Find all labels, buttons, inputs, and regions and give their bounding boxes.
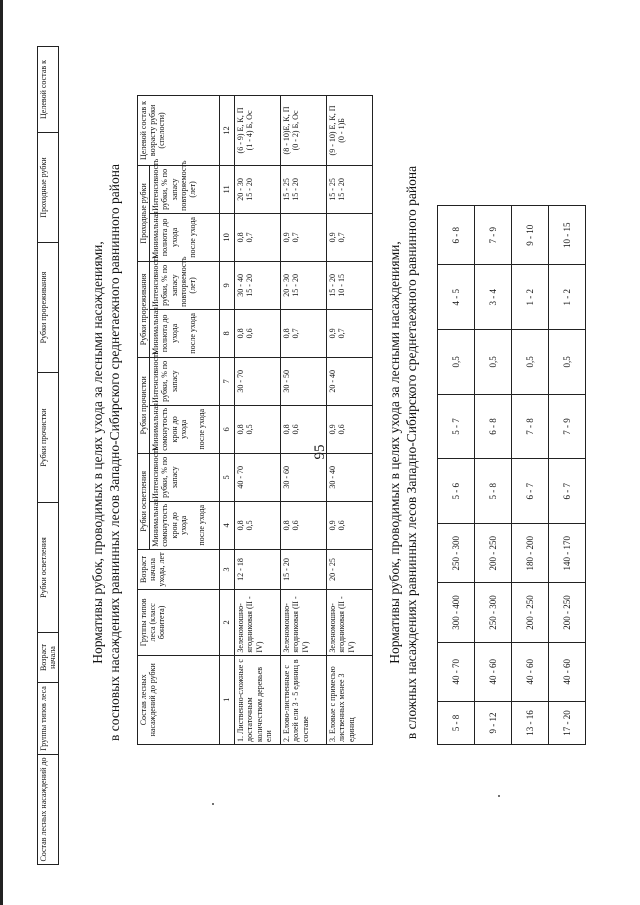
table-cell-c7: 20 - 40: [327, 357, 373, 405]
table-cell-c4: 0,8 0,6: [281, 501, 327, 549]
table-cell-c6: 0,9 0,6: [327, 405, 373, 453]
hdr-intensity-2: Интенсивность рубки, % по запасу: [150, 357, 220, 405]
hdr-target: Целевой состав к возрасту рубки (спелости): [138, 96, 220, 166]
table-cell-c8: 0,8 0,7: [281, 309, 327, 357]
hdr-composition: Состав лесных насаждений до рубки: [138, 655, 220, 744]
column-number: 9: [220, 261, 235, 309]
hdr-min-compl-1: [150, 309, 220, 357]
top-table-cell: 6 - 8: [475, 394, 512, 459]
hdr-groups: Группы типов леса (класс бонитета): [138, 590, 220, 655]
bottom-header-cell: Группы типов леса: [38, 683, 59, 755]
column-number-row: [220, 96, 235, 745]
table-cell-c9: 15 - 20 10 - 15: [327, 261, 373, 309]
bottom-header-cell: Рубки прореживания: [38, 243, 59, 373]
hdr-after-4: после ухода: [187, 217, 197, 258]
table-cell-c6: 0,8 0,6: [281, 405, 327, 453]
top-table-cell: 180 - 200: [512, 524, 549, 583]
top-table-cell: 200 - 250: [512, 583, 549, 642]
table-cell-composition: 3. Еловые с примесью лиственных менее 3 единиц: [327, 655, 373, 744]
table-cell-composition: 1. Лиственно-сложные с достаточным количеством деревьев ели: [235, 655, 281, 744]
column-number: 3: [220, 549, 235, 589]
table-cell-c9: 30 - 40 15 - 20: [235, 261, 281, 309]
table-cell-c11: 15 - 25 15 - 20: [327, 165, 373, 213]
hdr-min-closure-2-text: Минимальная сомкнутость крон до ухода: [151, 403, 188, 451]
table-cell-age: 20 - 25: [327, 549, 373, 589]
top-table-cell: 0,5: [438, 330, 475, 395]
top-table-cell: 5 - 7: [438, 394, 475, 459]
table-cell-c10: 0,9 0,7: [327, 213, 373, 261]
top-table-cell: 7 - 8: [512, 394, 549, 459]
section2-title-line2: в сосновых насаждениях равнинных лесов Западно-Сибирского среднетаежного равнинного района: [106, 164, 122, 741]
top-table-cell: 5 - 8: [438, 701, 475, 744]
section1-title-line1: Нормативы рубок, проводимых в целях ухода за лесными насаждениями,: [387, 241, 402, 664]
top-table-cell: 6 - 7: [549, 459, 586, 524]
top-table-cell: 200 - 250: [549, 583, 586, 642]
main-header-row-1: [138, 96, 150, 745]
bottom-table: [37, 46, 59, 865]
top-table-cell: 250 - 300: [475, 583, 512, 642]
table-cell-c8: 0,9 0,7: [327, 309, 373, 357]
table-cell-group: Зеленомошно-ягодниковая (II - IV): [235, 590, 281, 655]
table-cell-c5: 30 - 60: [281, 453, 327, 501]
hdr-thinning2: Рубки прореживания: [138, 261, 150, 357]
table-cell-c12: (8 - 10)Е, К, П (0 - 2) Б, Ос: [281, 96, 327, 166]
column-number: 5: [220, 453, 235, 501]
top-table-cell: 13 - 16: [512, 701, 549, 744]
table-cell-group: Зеленомошно-ягодниковая (II - IV): [281, 590, 327, 655]
top-table-cell: 5 - 8: [475, 459, 512, 524]
section2-title: [90, 0, 124, 905]
column-number: 1: [220, 655, 235, 744]
hdr-min-compl-2: [150, 213, 220, 261]
top-table-cell: 7 - 9: [475, 206, 512, 265]
table-cell-c5: 30 - 40: [327, 453, 373, 501]
table-cell-c10: 0,9 0,7: [281, 213, 327, 261]
hdr-passing: Проходные рубки: [138, 165, 150, 261]
table-cell-c12: (6 - 9) Е, К, П (1 - 4) Б, Ос: [235, 96, 281, 166]
top-table-cell: 0,5: [549, 330, 586, 395]
table-cell-c4: 0,8 0,5: [235, 501, 281, 549]
top-table-row: [438, 206, 475, 745]
bottom-header-cell: Рубки прочистки: [38, 373, 59, 503]
top-table-cell: 200 - 250: [475, 524, 512, 583]
bottom-header-row: [38, 47, 59, 865]
column-number: 8: [220, 309, 235, 357]
hdr-min-closure-2: [150, 405, 220, 453]
bottom-header-cell: Возраст начала: [38, 633, 59, 683]
hdr-min-closure-1-text: Минимальная сомкнутость крон до ухода: [151, 499, 188, 547]
column-number: 2: [220, 590, 235, 655]
hdr-repeat-1: повторяемость (лет): [178, 256, 197, 307]
hdr-thinning: Рубки прочистки: [138, 357, 150, 453]
table-cell-c7: 30 - 50: [281, 357, 327, 405]
table-cell-age: 12 - 18: [235, 549, 281, 589]
table-cell-age: 15 - 20: [281, 549, 327, 589]
hdr-repeat-2: повторяемость (лет): [178, 160, 197, 211]
top-table-cell: 300 - 400: [438, 583, 475, 642]
top-table-cell: 7 - 9: [549, 394, 586, 459]
top-table-cell: 140 - 170: [549, 524, 586, 583]
hdr-after-3: после ухода: [187, 313, 197, 354]
hdr-intensity-4-text: Интенсивность рубки, % по запасу: [151, 158, 179, 211]
table-cell-c11: 20 - 30 15 - 20: [235, 165, 281, 213]
table-cell-composition: 2. Елово-лиственные с долей ели 3 - 5 единиц в составе: [281, 655, 327, 744]
section1-title-line2: в сложных насаждениях равнинных лесов Западно-Сибирского среднетаежного равнинного района: [403, 165, 419, 740]
main-table: [137, 95, 373, 745]
top-table-cell: 40 - 60: [549, 642, 586, 701]
table-row: [327, 96, 373, 745]
bottom-header-cell: Состав лесных насаждений до: [38, 755, 59, 865]
bottom-header-cell: Рубки осветления: [38, 503, 59, 633]
page-number: 95: [312, 444, 328, 460]
hdr-after-2: после ухода: [197, 408, 207, 450]
column-number: 12: [220, 96, 235, 166]
bottom-header-cell: Проходные рубки: [38, 133, 59, 243]
table-cell-c5: 40 - 70: [235, 453, 281, 501]
top-table-cell: 40 - 60: [512, 642, 549, 701]
hdr-min-compl-2-text: Минимальная полнота до ухода: [151, 211, 179, 259]
top-table-row: [549, 206, 586, 745]
section2-title-line1: Нормативы рубок, проводимых в целях ухода за лесными насаждениями,: [90, 241, 105, 664]
hdr-after-1: после ухода: [197, 504, 207, 546]
top-table-cell: 40 - 70: [438, 642, 475, 701]
top-table-cell: 0,5: [512, 330, 549, 395]
top-table-cell: 250 - 300: [438, 524, 475, 583]
top-table-cell: 6 - 7: [512, 459, 549, 524]
top-table-cell: 5 - 6: [438, 459, 475, 524]
top-table-cell: 10 - 15: [549, 206, 586, 265]
section1-title: [387, 0, 421, 905]
top-table-row: [475, 206, 512, 745]
table-cell-c11: 15 - 25 15 - 20: [281, 165, 327, 213]
hdr-intensity-3: [150, 254, 220, 309]
top-table: [437, 205, 586, 745]
column-number: 4: [220, 501, 235, 549]
top-table-row: [512, 206, 549, 745]
column-number: 10: [220, 213, 235, 261]
top-table-cell: 9 - 10: [512, 206, 549, 265]
table-cell-c6: 0,8 0,5: [235, 405, 281, 453]
top-table-cell: 0,5: [475, 330, 512, 395]
scan-speck: [212, 803, 214, 805]
table-cell-c4: 0,9 0,6: [327, 501, 373, 549]
hdr-age-start: Возраст начала ухода, лет: [138, 549, 220, 589]
hdr-intensity-4: [150, 158, 220, 213]
top-table-cell: 1 - 2: [512, 265, 549, 330]
table-cell-c9: 20 - 30 15 - 20: [281, 261, 327, 309]
top-table-cell: 1 - 2: [549, 265, 586, 330]
table-cell-c12: (9 - 10) Е, К, П (0 - 1)Б: [327, 96, 373, 166]
column-number: 11: [220, 165, 235, 213]
scan-speck: [498, 795, 500, 797]
hdr-intensity-3-text: Интенсивность рубки, % по запасу: [151, 254, 179, 307]
table-row: [281, 96, 327, 745]
bottom-header-cell: Целевой состав к: [38, 47, 59, 133]
top-table-cell: 3 - 4: [475, 265, 512, 330]
top-table-cell: 17 - 20: [549, 701, 586, 744]
hdr-min-closure-1: [150, 501, 220, 549]
top-table-cell: 6 - 8: [438, 206, 475, 265]
table-cell-group: Зеленомошно-ягодниковая (II - IV): [327, 590, 373, 655]
column-number: 6: [220, 405, 235, 453]
top-table-cell: 9 - 12: [475, 701, 512, 744]
hdr-min-compl-1-text: Минимальная полнота до ухода: [151, 307, 179, 355]
table-cell-c8: 0,8 0,6: [235, 309, 281, 357]
table-cell-c7: 30 - 70: [235, 357, 281, 405]
table-cell-c10: 0,8 0,7: [235, 213, 281, 261]
top-table-cell: 40 - 60: [475, 642, 512, 701]
hdr-lightening: Рубки осветления: [138, 453, 150, 549]
hdr-intensity-1: Интенсивность рубки, % по запасу: [150, 453, 220, 501]
table-row: [235, 96, 281, 745]
top-table-cell: 4 - 5: [438, 265, 475, 330]
column-number: 7: [220, 357, 235, 405]
